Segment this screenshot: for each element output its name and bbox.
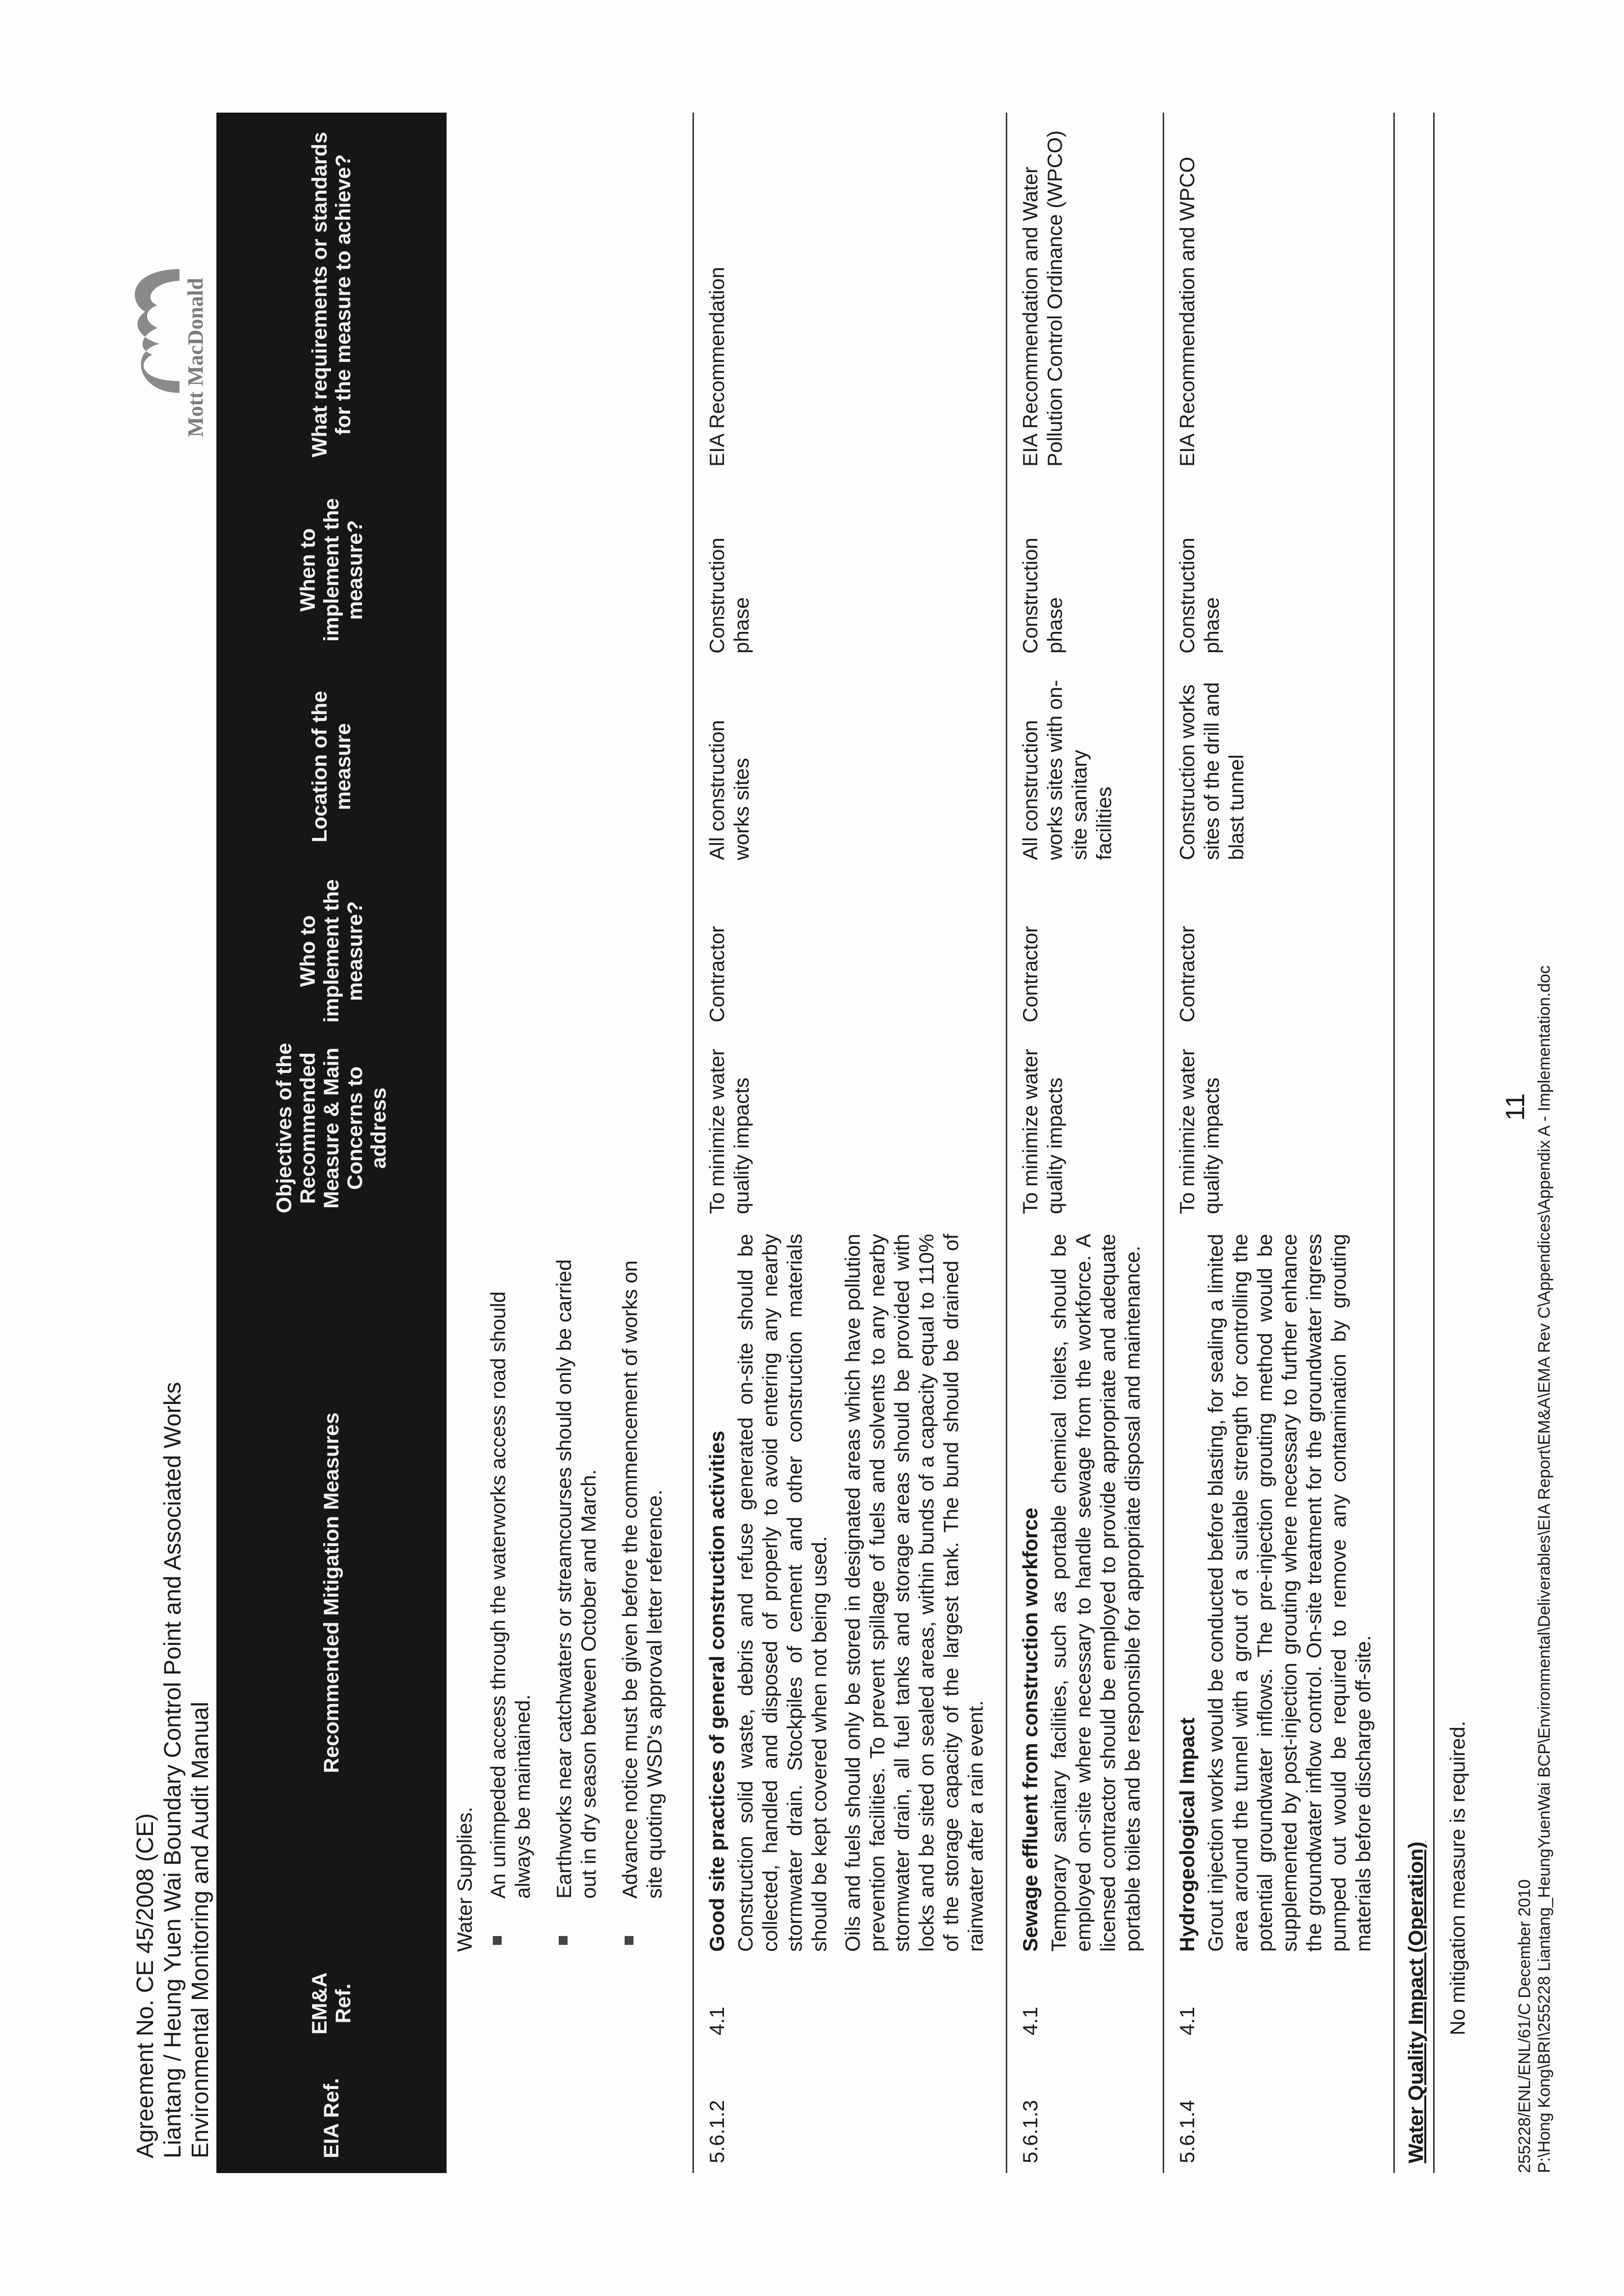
logo-mark-icon (123, 250, 182, 398)
table-row (1007, 113, 1164, 2173)
header-when: When to implement the measure? (216, 477, 447, 663)
mott-macdonald-logo (123, 191, 207, 447)
manual-title: Environmental Monitoring and Audit Manual (187, 1701, 213, 2158)
measure-title: Sewage effluent from construction workforce (1019, 1507, 1042, 1952)
project-title: Liantang / Heung Yuen Wai Boundary Control Point and Associated Works (160, 1382, 186, 2158)
measure-paragraph: Grout injection works would be conducted before blasting, for sealing a limited area around the tunnel with a grout of a suitable strength for controlling the potential groundwater inflows. The pre-injection grouting method would be supplemented by post-injection grouting where necessary to further enhance the groundwater inflow control. On-site treatment for the groundwater ingress pumped out would be required to remove any contamination by grouting materials before discharge off-site. (1204, 1234, 1375, 1952)
measure-cell (693, 1224, 1007, 1962)
measure-paragraph: Temporary sanitary facilities, such as portable chemical toilets, should be employed on-site where necessary to handle sewage from the workforce. A licensed contractor should be employed to provide appropriate and adequate portable toilets and be responsible for appropriate disposal and maintenance. (1047, 1234, 1144, 1952)
requirement-cell: EIA Recommendation (693, 113, 1007, 477)
document-footer (1515, 965, 1554, 2173)
agreement-number: Agreement No. CE 45/2008 (CE) (132, 1813, 158, 2158)
continued-bullet-list (486, 1234, 667, 1952)
who-cell: Contractor (1007, 870, 1164, 1032)
header-ema-ref: EM&A Ref. (216, 1962, 447, 2045)
measure-title: Good site practices of general construction activities (705, 1431, 728, 1952)
eia-ref-cell: 5.6.1.4 (1164, 2045, 1394, 2173)
section-note-row (1434, 113, 1500, 2173)
section-heading: Water Quality Impact (Operation) (1394, 113, 1434, 2173)
measure-cell (1007, 1224, 1164, 1962)
page-number: 11 (1501, 1093, 1530, 1121)
document-header (132, 1382, 214, 2158)
table-header-row (216, 113, 447, 2173)
header-requirements: What requirements or standards for the measure to achieve? (216, 113, 447, 477)
who-cell: Contractor (1164, 870, 1394, 1032)
implementation-schedule-table (216, 113, 1500, 2173)
list-item: An unimpeded access through the waterworks access road should always be maintained. (486, 1234, 535, 1952)
section-heading-row (1394, 113, 1434, 2173)
header-who: Who to implement the measure? (216, 870, 447, 1032)
header-location: Location of the measure (216, 663, 447, 870)
who-cell: Contractor (693, 870, 1007, 1032)
table-row (1164, 113, 1394, 2173)
objective-cell: To minimize water quality impacts (1164, 1032, 1394, 1224)
location-cell: All construction works sites with on-site sanitary facilities (1007, 663, 1164, 870)
ema-ref-cell: 4.1 (1164, 1962, 1394, 2045)
eia-ref-cell: 5.6.1.3 (1007, 2045, 1164, 2173)
table-row-continued (447, 113, 693, 2173)
list-item: Advance notice must be given before the commencement of works on site quoting WSD's approval letter reference. (618, 1234, 667, 1952)
logo-wordmark: Mott MacDonald (183, 278, 208, 437)
measure-cell (1164, 1224, 1394, 1962)
header-mitigation-measures: Recommended Mitigation Measures (216, 1224, 447, 1962)
when-cell: Construction phase (1164, 477, 1394, 663)
when-cell: Construction phase (1007, 477, 1164, 663)
continued-measures (447, 1224, 693, 1962)
list-item: Earthworks near catchwaters or streamcourses should only be carried out in dry season between October and March. (552, 1234, 601, 1952)
ema-ref-cell: 4.1 (693, 1962, 1007, 2045)
when-cell: Construction phase (693, 477, 1007, 663)
continued-intro: Water Supplies. (453, 1807, 476, 1952)
measure-title: Hydrogeological Impact (1175, 1717, 1199, 1952)
table-row (693, 113, 1007, 2173)
header-eia-ref: EIA Ref. (216, 2045, 447, 2173)
objective-cell: To minimize water quality impacts (693, 1032, 1007, 1224)
requirement-cell: EIA Recommendation and WPCO (1164, 113, 1394, 477)
document-reference: 255228/ENL/ENL/61/C December 2010 (1515, 1879, 1534, 2173)
section-note: No mitigation measure is required. (1434, 113, 1500, 2045)
requirement-cell: EIA Recommendation and Water Pollution Control Ordinance (WPCO) (1007, 113, 1164, 477)
objective-cell: To minimize water quality impacts (1007, 1032, 1164, 1224)
location-cell: All construction works sites (693, 663, 1007, 870)
location-cell: Construction works sites of the drill and blast tunnel (1164, 663, 1394, 870)
eia-ref-cell: 5.6.1.2 (693, 2045, 1007, 2173)
ema-ref-cell: 4.1 (1007, 1962, 1164, 2045)
measure-paragraph: Oils and fuels should only be stored in designated areas which have pollution prevention facilities. To prevent spillage of fuels and solvents to any nearby stormwater drain, all fuel tanks and storage areas should be provided with locks and be sited on sealed areas, within bunds of a capacity equal to 110% of the storage capacity of the largest tank. The bund should be drained of rainwater after a rain event. (841, 1234, 987, 1952)
header-objectives: Objectives of the Recommended Measure & Main Concerns to address (216, 1032, 447, 1224)
file-path: P:\Hong Kong\BRI\255228 Liantang_HeungYuenWai BCP\Environmental\Deliverables\EIA Report\EM&A\EMA Rev C\Appendices\Appendix A - Implementation.doc (1535, 965, 1554, 2173)
measure-paragraph: Construction solid waste, debris and refuse generated on-site should be collected, handled and disposed of properly to avoid entering any nearby stormwater drain. Stockpiles of cement and other construction materials should be kept covered when not being used. (734, 1234, 831, 1952)
